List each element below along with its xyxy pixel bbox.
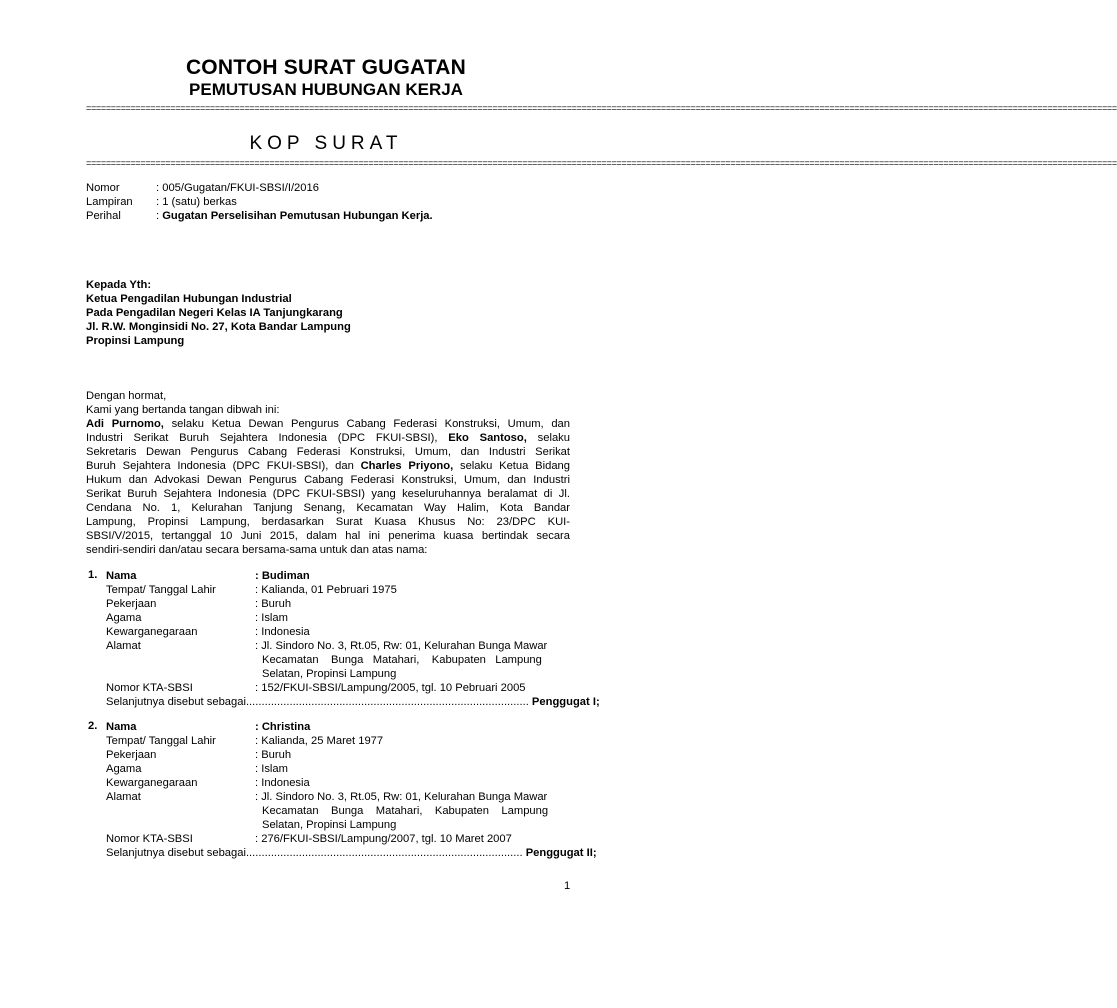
recipient-line: Jl. R.W. Monginsidi No. 27, Kota Bandar Lampung: [86, 321, 351, 333]
party-role-line: Selanjutnya disebut sebagai......................................................................................... Penggugat II;: [106, 847, 597, 859]
field-value-alamat-cont: Selatan, Propinsi Lampung: [262, 819, 397, 831]
document-title: CONTOH SURAT GUGATAN: [185, 56, 467, 79]
field-value-alamat: : Jl. Sindoro No. 3, Rt.05, Rw: 01, Kelurahan Bunga Mawar: [255, 640, 548, 652]
nomor-value: : 005/Gugatan/FKUI-SBSI/I/2016: [156, 182, 319, 194]
perihal-label: Perihal: [86, 210, 121, 222]
lampiran-value: : 1 (satu) berkas: [156, 196, 237, 208]
party-number: 1.: [88, 569, 98, 581]
paragraph-line: Adi Purnomo, selaku Ketua Dewan Pengurus Cabang Federasi Konstruksi, Umum, dan: [86, 418, 570, 430]
paragraph-line: sendiri-sendiri dan/atau secara bersama-sama untuk dan atas nama:: [86, 544, 428, 556]
field-label-kewarganegaraan: Kewarganegaraan: [106, 777, 198, 789]
party-role-line: Selanjutnya disebut sebagai........................................................................................... Penggugat I;: [106, 696, 600, 708]
letterhead-placeholder: KOP SURAT: [249, 133, 403, 154]
field-value-kewarganegaraan: : Indonesia: [255, 626, 310, 638]
paragraph-line: Hukum dan Advokasi Dewan Pengurus Cabang Federasi Konstruksi, Umum, dan Industri: [86, 474, 570, 486]
perihal-value: Gugatan Perselisihan Pemutusan Hubungan Kerja.: [162, 210, 433, 222]
paragraph-line: Sekretaris Dewan Pengurus Cabang Federasi Konstruksi, Umum, dan Industri Serikat: [86, 446, 570, 458]
field-label-nama: Nama: [106, 570, 137, 582]
field-value-kta: : 276/FKUI-SBSI/Lampung/2007, tgl. 10 Maret 2007: [255, 833, 512, 845]
paragraph-line: Cendana No. 1, Kelurahan Tanjung Senang, Kecamatan Way Halim, Kota Bandar: [86, 502, 570, 514]
recipient-salutation: Kepada Yth:: [86, 279, 152, 291]
paragraph-line: Buruh Sejahtera Indonesia (DPC FKUI-SBSI), dan Charles Priyono, selaku Ketua Bidang: [86, 460, 570, 472]
field-value-alamat-cont: Kecamatan Bunga Matahari, Kabupaten Lampung: [262, 654, 542, 666]
meta-nomor: [86, 182, 576, 195]
meta-perihal: [86, 210, 576, 223]
field-label-agama: Agama: [106, 763, 142, 775]
field-value-agama: : Islam: [255, 763, 288, 775]
recipient-line: Ketua Pengadilan Hubungan Industrial: [86, 293, 292, 305]
separator-line-bottom: ================================================================================================================================================================================================================: [86, 158, 1117, 168]
field-label-kta: Nomor KTA-SBSI: [106, 833, 193, 845]
field-label-pekerjaan: Pekerjaan: [106, 598, 157, 610]
paragraph-line: SBSI/V/2015, tertanggal 10 Juni 2015, dalam hal ini penerima kuasa bertindak secara: [86, 530, 570, 542]
name-charles: Charles Priyono,: [360, 460, 454, 472]
field-value-alamat: : Jl. Sindoro No. 3, Rt.05, Rw: 01, Kelurahan Bunga Mawar: [255, 791, 548, 803]
field-value-pekerjaan: : Buruh: [255, 598, 292, 610]
paragraph-line: Serikat Buruh Sejahtera Indonesia (DPC FKUI-SBSI) yang keseluruhannya beralamat di Jl.: [86, 488, 570, 500]
party-role: Penggugat II;: [522, 847, 597, 859]
field-value-pekerjaan: : Buruh: [255, 749, 292, 761]
field-label-agama: Agama: [106, 612, 142, 624]
party-number: 2.: [88, 720, 98, 732]
field-label-kta: Nomor KTA-SBSI: [106, 682, 193, 694]
field-value-ttl: : Kalianda, 25 Maret 1977: [255, 735, 384, 747]
nomor-label: Nomor: [86, 182, 120, 194]
field-value-agama: : Islam: [255, 612, 288, 624]
recipient-line: Propinsi Lampung: [86, 335, 185, 347]
field-value-kewarganegaraan: : Indonesia: [255, 777, 310, 789]
perihal-colon: :: [156, 210, 163, 222]
paragraph-line: Industri Serikat Buruh Sejahtera Indonesia (DPC FKUI-SBSI), Eko Santoso, selaku: [86, 432, 570, 444]
name-adi: Adi Purnomo,: [86, 418, 164, 430]
meta-lampiran: [86, 196, 576, 209]
field-label-ttl: Tempat/ Tanggal Lahir: [106, 584, 216, 596]
page-number: 1: [564, 880, 571, 892]
field-label-nama: Nama: [106, 721, 137, 733]
field-label-kewarganegaraan: Kewarganegaraan: [106, 626, 198, 638]
document-subtitle: PEMUTUSAN HUBUNGAN KERJA: [189, 80, 463, 99]
lampiran-label: Lampiran: [86, 196, 133, 208]
paragraph-line: Lampung, Propinsi Lampung, berdasarkan Surat Kuasa Khusus No: 23/DPC KUI-: [86, 516, 570, 528]
field-label-pekerjaan: Pekerjaan: [106, 749, 157, 761]
field-value-alamat-cont: Selatan, Propinsi Lampung: [262, 668, 397, 680]
separator-line-top: ================================================================================================================================================================================================================: [86, 103, 1117, 113]
greeting: Dengan hormat,: [86, 390, 167, 402]
name-eko: Eko Santoso,: [448, 432, 527, 444]
intro-line: Kami yang bertanda tangan dibwah ini:: [86, 404, 280, 416]
field-label-alamat: Alamat: [106, 791, 141, 803]
recipient-line: Pada Pengadilan Negeri Kelas IA Tanjungkarang: [86, 307, 343, 319]
party-role: Penggugat I;: [528, 696, 600, 708]
field-label-alamat: Alamat: [106, 640, 141, 652]
field-value-kta: : 152/FKUI-SBSI/Lampung/2005, tgl. 10 Pebruari 2005: [255, 682, 526, 694]
party-name: : Christina: [255, 721, 311, 733]
field-value-ttl: : Kalianda, 01 Pebruari 1975: [255, 584, 397, 596]
field-label-ttl: Tempat/ Tanggal Lahir: [106, 735, 216, 747]
field-value-alamat-cont: Kecamatan Bunga Matahari, Kabupaten Lampung: [262, 805, 549, 817]
party-name: : Budiman: [255, 570, 310, 582]
